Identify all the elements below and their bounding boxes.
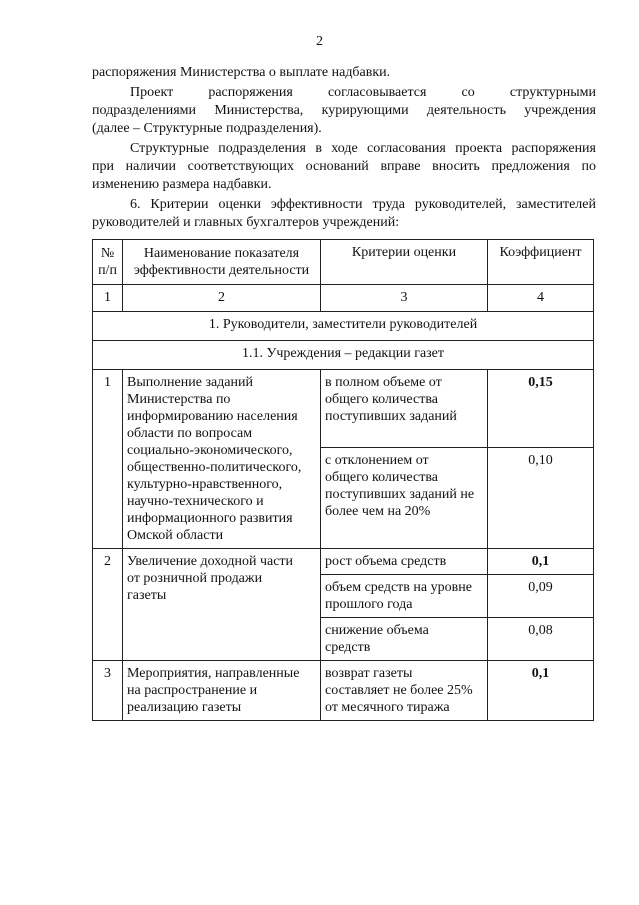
criteria-line: в полном объеме от — [325, 375, 442, 390]
criteria-line: от месячного тиража — [325, 700, 450, 715]
table-row — [93, 370, 594, 448]
column-number: 1 — [93, 285, 123, 312]
paragraph-line: (далее – Структурные подразделения). — [92, 121, 322, 136]
indicator-line: Омской области — [127, 528, 224, 543]
header-indicator-line: эффективности деятельности — [133, 263, 310, 278]
criteria-line: общего количества — [325, 470, 438, 486]
page-number: 2 — [316, 34, 323, 49]
column-number: 3 — [321, 285, 488, 312]
criteria-cell — [321, 448, 488, 549]
criteria-cell — [321, 370, 488, 448]
indicator-line: области по вопросам — [127, 426, 253, 441]
criteria-cell — [321, 575, 488, 618]
header-coef: Коэффициент — [488, 240, 594, 285]
header-num — [93, 240, 123, 285]
paragraph-line: Проект распоряжения согласовывается со структурными — [130, 85, 596, 100]
indicator-cell — [123, 370, 321, 549]
indicator-line: информированию населения — [127, 409, 298, 424]
indicator-line: Выполнение заданий — [127, 375, 253, 390]
paragraph-line: 6. Критерии оценки эффективности труда руководителей, заместителей — [130, 197, 596, 212]
criteria-cell — [321, 661, 488, 721]
column-number: 4 — [488, 285, 594, 312]
table-row — [93, 661, 594, 721]
indicator-cell — [123, 549, 321, 661]
coefficient-cell: 0,1 — [488, 549, 594, 575]
indicator-line: информационного развития — [127, 511, 293, 526]
coefficient-cell: 0,09 — [488, 575, 594, 618]
indicator-cell — [123, 661, 321, 721]
indicator-line: культурно-нравственного, — [127, 477, 283, 492]
paragraph-line: подразделениями Министерства, курирующими деятельность учреждения — [92, 103, 596, 118]
row-number: 3 — [93, 661, 123, 721]
column-number: 2 — [123, 285, 321, 312]
paragraph-line: при наличии соответствующих оснований вправе вносить предложения по — [92, 159, 596, 174]
indicator-line: Министерства по — [127, 392, 231, 407]
paragraph-line: руководителей и главных бухгалтеров учреждений: — [92, 215, 400, 230]
paragraph-line: распоряжения Министерства о выплате надбавки. — [92, 65, 391, 80]
criteria-table — [92, 239, 594, 721]
criteria-line: снижение объема — [325, 623, 429, 638]
section-title: 1. Руководители, заместители руководителей — [93, 312, 594, 341]
criteria-line: возврат газеты — [325, 666, 413, 681]
criteria-cell — [321, 549, 488, 575]
coefficient-cell: 0,15 — [488, 370, 594, 448]
indicator-line: на распространение и — [127, 683, 258, 698]
criteria-cell — [321, 618, 488, 661]
row-number: 1 — [93, 370, 123, 549]
criteria-line: с отклонением от — [325, 453, 429, 469]
paragraph-line: изменению размера надбавки. — [92, 177, 272, 192]
indicator-line: Мероприятия, направленные — [127, 666, 300, 681]
header-num-line: п/п — [98, 263, 117, 278]
criteria-line: рост объема средств — [325, 554, 447, 569]
criteria-line: общего количества — [325, 392, 438, 407]
criteria-line: средств — [325, 640, 371, 655]
table-row — [93, 549, 594, 575]
coefficient-cell: 0,1 — [488, 661, 594, 721]
table-header-row — [93, 240, 594, 285]
criteria-line: прошлого года — [325, 597, 413, 612]
indicator-line: социально-экономического, — [127, 443, 293, 458]
header-indicator — [123, 240, 321, 285]
header-num-line: № — [100, 246, 115, 261]
coefficient-cell: 0,10 — [488, 448, 594, 549]
indicator-line: реализацию газеты — [127, 700, 242, 715]
criteria-line: поступивших заданий не — [325, 487, 475, 503]
paragraph-line: Структурные подразделения в ходе согласования проекта распоряжения — [130, 141, 596, 156]
row-number: 2 — [93, 549, 123, 661]
indicator-line: общественно-политического, — [127, 460, 302, 475]
indicator-line: Увеличение доходной части — [127, 554, 294, 569]
column-numbers-row — [93, 285, 594, 312]
criteria-line: более чем на 20% — [325, 504, 431, 520]
indicator-line: от розничной продажи — [127, 571, 263, 586]
subsection-row — [93, 341, 594, 370]
criteria-line: составляет не более 25% — [325, 683, 473, 698]
section-row — [93, 312, 594, 341]
header-criteria: Критерии оценки — [321, 240, 488, 285]
indicator-line: научно-технического и — [127, 494, 264, 509]
subsection-title: 1.1. Учреждения – редакции газет — [93, 341, 594, 370]
header-indicator-line: Наименование показателя — [143, 246, 300, 261]
coefficient-cell: 0,08 — [488, 618, 594, 661]
criteria-line: объем средств на уровне — [325, 580, 472, 595]
indicator-line: газеты — [127, 588, 167, 603]
criteria-line: поступивших заданий — [325, 409, 457, 424]
